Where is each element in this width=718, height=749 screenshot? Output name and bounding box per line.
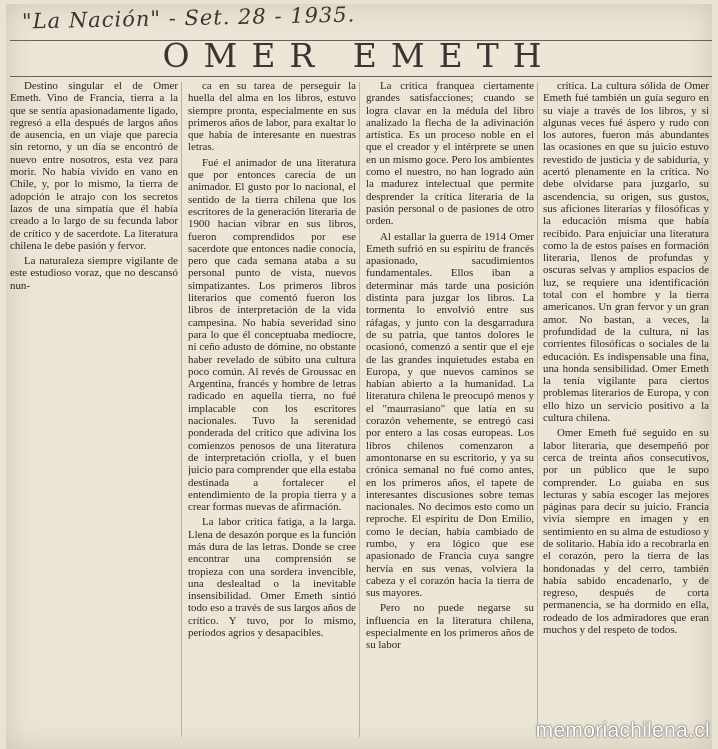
paragraph: Omer Emeth fué seguido en su labor literaria, que desempeñó por cerca de treinta años consecutivos, por un público que le supo comprender. Lo guiaba en sus lecturas y sabía escoger las mejores páginas para decir su juicio. Francia vivía siempre en imagen y en sentimiento en su alma de estudioso y de solitario. Había ido a recobrarla en el corazón, pero la tierra de las hondonadas y del cerro, también había sabido encadenarlo, y de regreso, después de corta permanencia, se ha dormido en ella, rodeado de los admiradores que eran muchos y del respeto de todos. <box>543 427 709 637</box>
paragraph: crítica. La cultura sólida de Omer Emeth fué también un guía seguro en su viaje a través de los libros, y si algunas veces fué áspero y rudo con los autores, fueron más abundantes las ocasiones en que su juicio estuvo revestido de justicia y de sabiduría, y acertó plenamente en la crítica. No debe olvidarse para juzgarlo, su ascendencia, su origen, sus gustos, sus aficiones literarias y filosóficas y la educación misma que había recibido. Para enjuiciar una literatura como la de estos países en formación literaria, llenos de profundas y oscuras selvas y amplios espacios de luz, se requiere una identificación total con el hombre y la tierra americanos. Un gran fervor y un gran amor. No bastan, a veces, la profundidad de la cultura, ni las corrientes filosóficas o sociales de la educación. Es indispensable una fina, una honda sensibilidad. Omer Emeth la tenía vigilante para ciertos problemas literarios de Europa, y con ello hizo un servicio positivo a la cultura chilena. <box>543 80 709 425</box>
paragraph: La naturaleza siempre vigilante de este estudioso voraz, que no descansó nun- <box>10 255 178 292</box>
article-title: OMER EMETH <box>162 36 556 75</box>
paragraph: Pero no puede negarse su influencia en la literatura chilena, especialmente en los primeros años de su labor <box>366 602 534 652</box>
paragraph: ca en su tarea de perseguir la huella del alma en los libros, estuvo siempre pronta, especialmente en sus primeros años de labor, para exaltar lo que había de interesante en nuestras letras. <box>188 80 356 154</box>
column-2 <box>188 80 356 740</box>
watermark: memoriachilena.cl <box>535 719 710 742</box>
handwritten-annotation: "La Nación" - Set. 28 - 1935. <box>21 2 356 34</box>
paragraph: La labor crítica fatiga, a la larga. Llena de desazón porque es la función más dura de las letras. Donde se cree encontrar una comprensión se tropieza con una sordera invencible, una deslealtad o la inevitable insensibilidad. Omer Emeth sintió todo eso a través de sus largos años de crítico. Y tuvo, por lo mismo, períodos agrios y desapacibles. <box>188 516 356 640</box>
column-3 <box>366 80 534 740</box>
title-rule-bottom <box>10 76 712 77</box>
column-4 <box>543 80 709 740</box>
paragraph: Destino singular el de Omer Emeth. Vino de Francia, tierra a la que se sentía apasionadamente ligado, regresó a ella después de largos años de ausencia, en un viaje que parecía sin retorno, y un día se encontró de nuevo entre nosotros, esta vez para morir. No había vivido en vano en Chile, y, por lo mismo, la tierra de adopción le atrajo con los secretos lazos de una simpatía que él había creado a lo largo de su fecunda labor de crítico y de sacerdote. La literatura chilena le debe pasión y fervor. <box>10 80 178 252</box>
column-1 <box>10 80 178 740</box>
paragraph: Fué el animador de una literatura que por entonces carecía de un animador. El gusto por lo nacional, el sentido de la tierra chilena que los escritores de la generación literaria de 1900 hacían vibrar en sus libros, fueron comprendidos por ese sacerdote que entonces nadie conocía, pero que cada semana ataba a su personal punto de vista, nuevos simpatizantes. Los primeros libros literarios que comentó fueron los libros de interpretación de la vida campesina. No había severidad sino para lo que él conceptuaba mediocre, ni ceño adusto de dómine, no obstante haber revelado de súbito una cultura poco común. Al revés de Groussac en Argentina, francés y hombre de letras radicado en aquella tierra, no fué implacable con los escritores nacionales. Tuvo la serenidad ponderada del crítico que adivina los comienzos penosos de una literatura de interpretación criolla, y el buen juicio para comprender que ella estaba destinada a fortalecer el entendimiento de la propia tierra y a crear formas nuevas de afirmación. <box>188 156 356 514</box>
article-body <box>8 80 710 740</box>
paragraph: Al estallar la guerra de 1914 Omer Emeth sufrió en su espíritu de francés apasionado, sacudimientos fundamentales. Ellos iban a determinar más tarde una posición distinta para juzgar los libros. La tormenta lo envolvió entre sus ráfagas, y junto con la desgarradura de su patria, que tantos dolores le ocasionó, comenzó a sentir que el eje de las grandes inquietudes estaba en Europa, y que nuevos caminos se habían abierto a la humanidad. La literatura chilena le preocupó menos y el "maurrasiano" que latía en su corazón vehemente, se entregó casi por entero a las cosas europeas. Los libros chilenos comenzaron a amontonarse en su escritorio, y ya su crónica semanal no fué como antes, en los primeros años, el tapete de interesantes discusiones sobre temas nacionales. No decimos esto como un reproche. El espíritu de Don Emilio, como le decían, había cambiado de rumbo, y era lógico que ese apasionado de Francia cuya sangre hervía en sus venas, volviera la cabeza y el corazón hacia la tierra de sus mayores. <box>366 230 534 600</box>
paragraph: La crítica franquea ciertamente grandes satisfacciones; cuando se logra clavar en la médula del libro analizado la flecha de la adivinación artística. Es un proceso noble en el que el creador y el intérprete se unen en un mismo goce. Pero los ambientes como el nuestro, no han logrado aún la madurez intelectual que permite desprender la crítica literaria de la pasión personal o de pasiones de otro orden. <box>366 80 534 228</box>
